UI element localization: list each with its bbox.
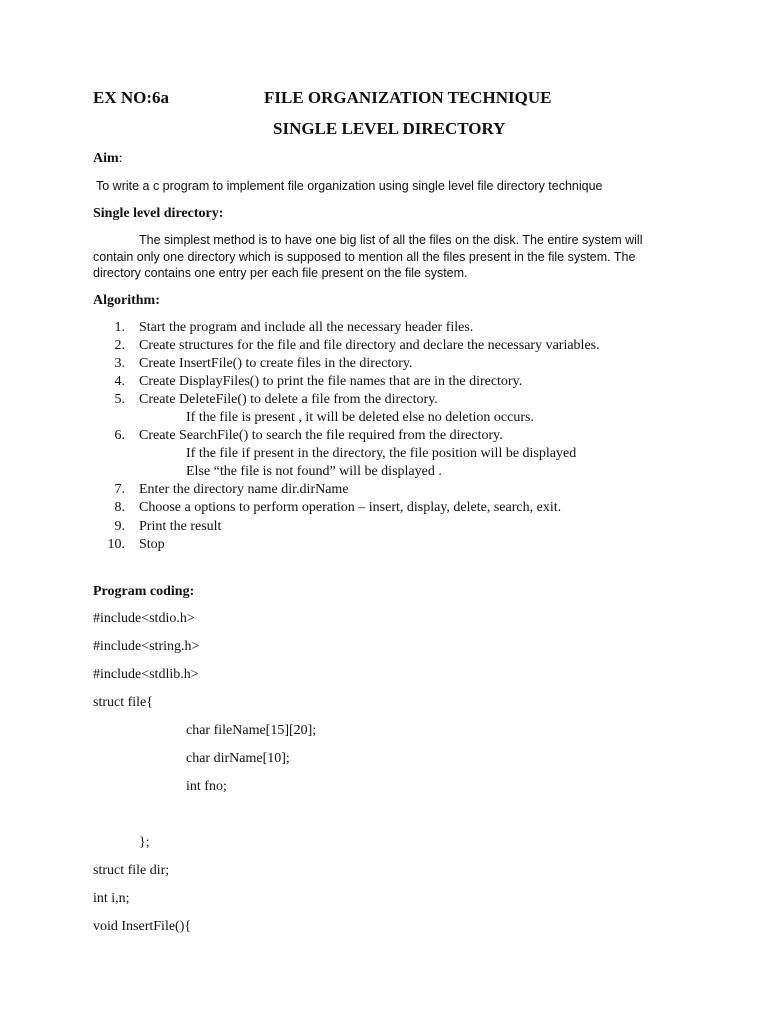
step-text: Create DeleteFile() to delete a file from the directory.	[139, 392, 438, 407]
step-number: 9.	[114, 519, 125, 534]
step-text: Create DisplayFiles() to print the file names that are in the directory.	[139, 374, 523, 389]
step-number: 3.	[114, 356, 125, 371]
code-line: struct file{	[93, 695, 153, 710]
exercise-number: EX NO:6a	[93, 88, 170, 107]
code-line: int fno;	[186, 779, 227, 794]
code-line: int i,n;	[93, 891, 130, 906]
aim-label: Aim	[93, 151, 119, 166]
step-text: Print the result	[139, 519, 222, 534]
code-line: #include<string.h>	[93, 639, 200, 654]
step-number: 5.	[114, 392, 125, 407]
aim-heading	[93, 151, 123, 167]
code-line: };	[139, 835, 150, 850]
page-title: FILE ORGANIZATION TECHNIQUE	[264, 88, 552, 107]
paragraph-line: The simplest method is to have one big list of all the files on the disk. The entire system will	[139, 233, 643, 247]
paragraph-line: contain only one directory which is supposed to mention all the files present in the file system. The	[93, 250, 636, 264]
step-number: 10.	[107, 537, 125, 552]
step-text: Start the program and include all the necessary header files.	[139, 320, 474, 335]
code-line: char fileName[15][20];	[186, 723, 317, 738]
step-number: 7.	[114, 482, 125, 497]
step-subtext: Else “the file is not found” will be displayed .	[186, 464, 442, 479]
step-number: 2.	[114, 338, 125, 353]
code-line: #include<stdio.h>	[93, 611, 195, 626]
step-number: 4.	[114, 374, 125, 389]
step-number: 6.	[114, 428, 125, 443]
step-text: Stop	[139, 537, 165, 552]
code-line: struct file dir;	[93, 863, 170, 878]
aim-text: To write a c program to implement file organization using single level file directory technique	[96, 179, 603, 193]
step-text: Create SearchFile() to search the file required from the directory.	[139, 428, 503, 443]
code-line: void InsertFile(){	[93, 919, 192, 934]
program-heading: Program coding:	[93, 584, 195, 599]
step-subtext: If the file is present , it will be deleted else no deletion occurs.	[186, 410, 534, 425]
step-number: 1.	[114, 320, 125, 335]
step-subtext: If the file if present in the directory, the file position will be displayed	[186, 446, 577, 461]
algorithm-heading: Algorithm:	[93, 293, 160, 308]
code-line: #include<stdlib.h>	[93, 667, 199, 682]
step-text: Choose a options to perform operation – insert, display, delete, search, exit.	[139, 500, 562, 515]
code-line: char dirName[10];	[186, 751, 290, 766]
single-level-heading: Single level directory:	[93, 206, 224, 221]
step-text: Enter the directory name dir.dirName	[139, 482, 349, 497]
step-text: Create structures for the file and file directory and declare the necessary variables.	[139, 338, 600, 353]
aim-colon: :	[118, 151, 123, 166]
step-number: 8.	[114, 500, 125, 515]
page-subtitle: SINGLE LEVEL DIRECTORY	[273, 119, 506, 138]
step-text: Create InsertFile() to create files in the directory.	[139, 356, 413, 371]
paragraph-line: directory contains one entry per each file present on the file system.	[93, 266, 468, 280]
